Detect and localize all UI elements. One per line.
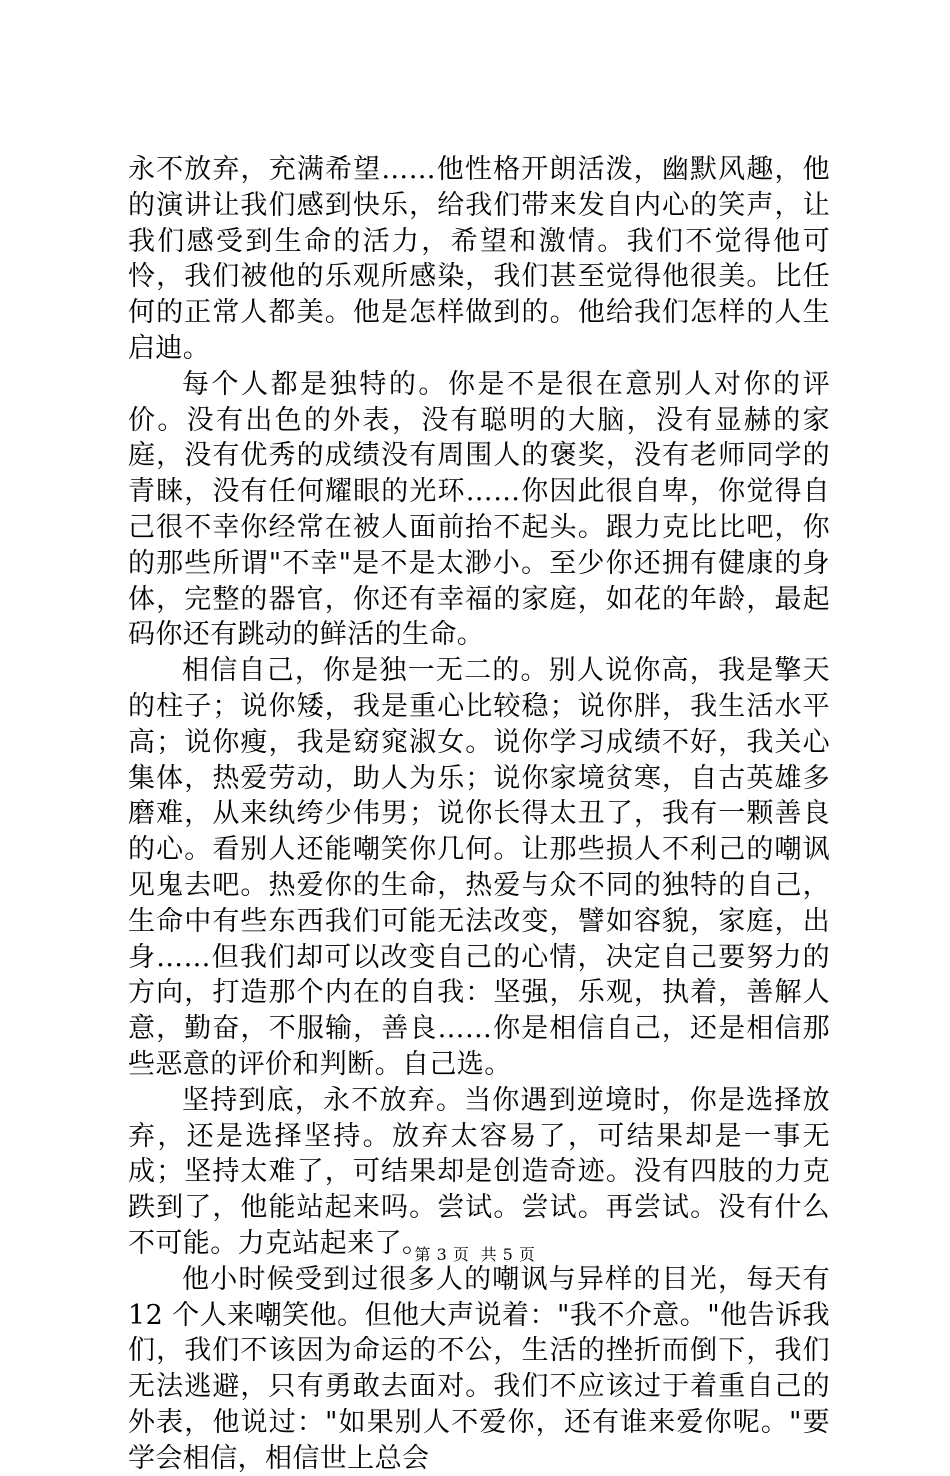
page-footer xyxy=(0,1245,950,1265)
paragraph-2: 每个人都是独特的。你是不是很在意别人对你的评价。没有出色的外表，没有聪明的大脑，没有显赫的家庭，没有优秀的成绩没有周围人的褒奖，没有老师同学的青睐，没有任何耀眼的光环……你因此很自卑，你觉得自己很不幸你经常在被人面前抬不起头。跟力克比比吧，你的那些所谓"不幸"是不是太渺小。至少你还拥有健康的身体，完整的器官，你还有幸福的家庭，如花的年龄，最起码你还有跳动的鲜活的生命。 xyxy=(128,368,830,651)
paragraph-3: 相信自己，你是独一无二的。别人说你高，我是擎天的柱子；说你矮，我是重心比较稳；说你胖，我生活水平高；说你瘦，我是窈窕淑女。说你学习成绩不好，我关心集体，热爱劳动，助人为乐；说你家境贫寒，自古英雄多磨难，从来纨绔少伟男；说你长得太丑了，我有一颗善良的心。看别人还能嘲笑你几何。让那些损人不利己的嘲讽见鬼去吧。热爱你的生命，热爱与众不同的独特的自己，生命中有些东西我们可能无法改变，譬如容貌，家庭，出身……但我们却可以改变自己的心情，决定自己要努力的方向，打造那个内在的自我：坚强，乐观，执着，善解人意，勤奋，不服输，善良……你是相信自己，还是相信那些恶意的评价和判断。自己选。 xyxy=(128,655,830,1080)
page-total: 共 5 页 xyxy=(480,1245,536,1264)
paragraph-4: 坚持到底，永不放弃。当你遇到逆境时，你是选择放弃，还是选择坚持。放弃太容易了，可结果却是一事无成；坚持太难了，可结果却是创造奇迹。没有四肢的力克跌到了，他能站起来吗。尝试。尝试。再尝试。没有什么不可能。力克站起来了。 xyxy=(128,1084,830,1259)
page-number: 第 3 页 xyxy=(414,1245,470,1264)
body-text xyxy=(128,152,830,1476)
paragraph-5: 他小时候受到过很多人的嘲讽与异样的目光，每天有 12 个人来嘲笑他。但他大声说着："我不介意。"他告诉我们，我们不该因为命运的不公，生活的挫折而倒下，我们无法逃避，只有勇敢去面对。我们不应该过于着重自己的外表，他说过："如果别人不爱你，还有谁来爱你呢。"要学会相信，相信世上总会 xyxy=(128,1263,830,1474)
paragraph-1: 永不放弃，充满希望……他性格开朗活泼，幽默风趣，他的演讲让我们感到快乐，给我们带来发自内心的笑声，让我们感受到生命的活力，希望和激情。我们不觉得他可怜，我们被他的乐观所感染，我们甚至觉得他很美。比任何的正常人都美。他是怎样做到的。他给我们怎样的人生启迪。 xyxy=(128,154,830,364)
footer-spacer xyxy=(469,1245,480,1264)
